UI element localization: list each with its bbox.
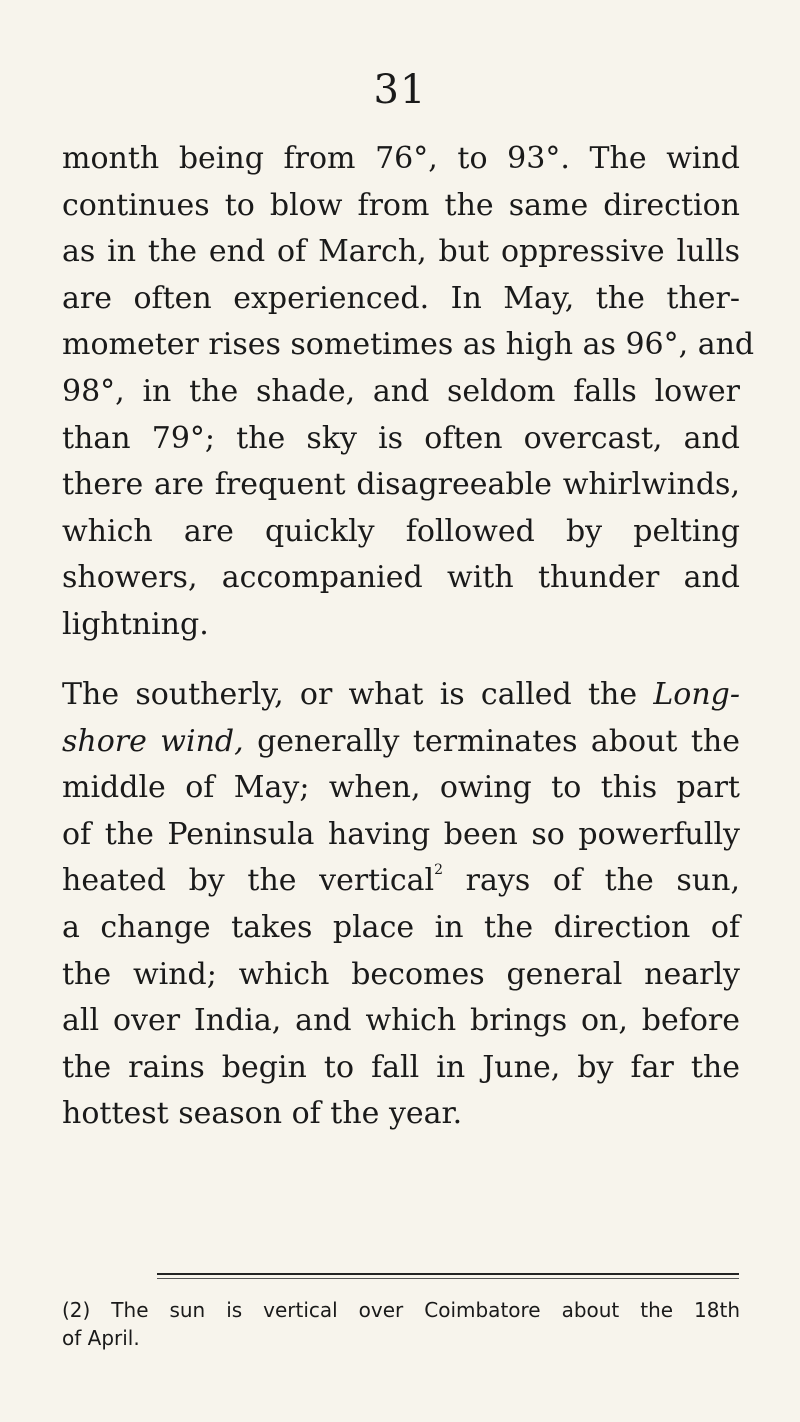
paragraph-line — [62, 858, 740, 905]
text-run: The southerly, or what is called the — [62, 677, 654, 712]
paragraph-line: a change takes place in the direction of — [62, 909, 740, 945]
paragraph-line: than 79°; the sky is often overcast, and — [62, 420, 740, 456]
paragraph-line: as in the end of March, but oppressive lulls — [62, 234, 740, 270]
paragraph-line: there are frequent disagreeable whirlwinds, — [62, 467, 740, 503]
text-run: rays of the sun, — [443, 863, 740, 899]
paragraph-line: middle of May; when, owing to this part — [62, 770, 740, 806]
footnote-reference: 2 — [434, 862, 444, 879]
paragraph-line: of the Peninsula having been so powerfully — [62, 816, 740, 852]
footnote-divider-thin — [157, 1278, 739, 1279]
paragraph-line — [62, 672, 740, 719]
paragraph-line: mometer rises sometimes as high as 96°, and — [62, 327, 755, 363]
paragraph-line: hottest season of the year. — [62, 1096, 463, 1132]
footnote-divider — [157, 1273, 739, 1275]
footnote — [62, 1296, 740, 1352]
page-number: 31 — [373, 67, 427, 113]
paragraph-line: month being from 76°, to 93°. The wind — [62, 141, 740, 176]
paragraph-2 — [62, 672, 740, 1138]
text-run: heated by the vertical — [62, 863, 435, 899]
paragraph-line: continues to blow from the same direction — [62, 187, 740, 223]
footnote-line: (2) The sun is vertical over Coimbatore about the 18th — [62, 1298, 740, 1322]
italic-term: Long- — [653, 677, 740, 712]
paragraph-line: the wind; which becomes general nearly — [62, 956, 740, 992]
paragraph-1 — [62, 136, 755, 649]
italic-term: shore wind, — [62, 723, 244, 759]
paragraph-line: which are quickly followed by pelting — [62, 513, 740, 549]
footnote-line: of April. — [62, 1326, 140, 1350]
paragraph-line: lightning. — [62, 606, 209, 642]
paragraph-line: 98°, in the shade, and seldom falls lower — [62, 373, 740, 409]
paragraph-line: showers, accompanied with thunder and — [62, 560, 740, 596]
paragraph-line — [62, 719, 740, 766]
paragraph-line: all over India, and which brings on, before — [62, 1003, 740, 1039]
paragraph-line: are often experienced. In May, the ther- — [62, 280, 740, 316]
text-run: generally terminates about the — [243, 723, 740, 759]
paragraph-line: the rains begin to fall in June, by far the — [62, 1049, 740, 1085]
